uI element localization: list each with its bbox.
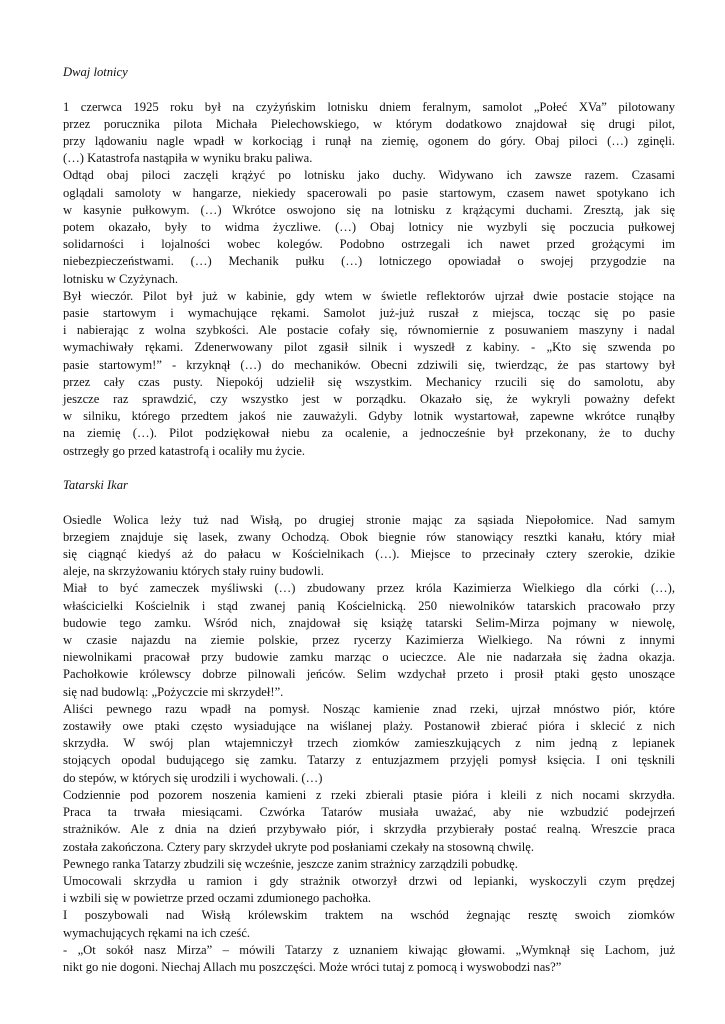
text-line: w kasynie pułkowym. (…) Wkrótce oswojono się na lotnisku z krążącymi duchami. Zresztą, jak się [63,202,675,217]
text-line: przez cały czas pusty. Niepokój udzielił się wszystkim. Mechanicy rzucili się do samolotu, aby [63,374,675,389]
text-line: Miał to być zameczek myśliwski (…) zbudowany przez króla Kazimierza Wielkiego dla córki (…), [63,581,675,596]
text-line: Umocowali skrzydła u ramion i gdy strażnik otworzył drzwi od lepianki, wyskoczyli czym prędzej [63,873,675,888]
spacer [63,494,675,511]
text-line: Odtąd obaj piloci zaczęli krążyć po lotnisku jako duchy. Widywano ich zawsze razem. Czasami [63,168,675,183]
section-title: Dwaj lotnicy [63,65,128,79]
text-line: i nabierając z wolna szybkości. Ale postacie cofały się, równomiernie z posuwaniem maszyny i nadal [63,323,675,338]
paragraph [63,942,675,976]
text-line: brzegiem znajduje się lasek, zwany Ochodzą. Obok biegnie rów stanowiący resztki kanału, który miał [63,529,675,544]
section-title: Tatarski Ikar [63,478,128,493]
section-1 [63,64,675,460]
text-line: stojących opodal budującego się zamku. Tatarzy z entuzjazmem przyjęli pomysł księcia. I oni tęsknili [63,753,675,768]
text-line: przez porucznika pilota Michała Pielechowskiego, w którym dodatkowo znajdował się drugi pilot, [63,116,675,131]
text-line: niebezpieczeństwami. (…) Mechanik pułku (…) lotniczego opowiadał o swojej przygodzie na [63,254,675,269]
text-line: została zakończona. Cztery pary skrzydeł ukryte pod posłaniami czekały na stosowną chwilę. [63,839,535,854]
paragraph [63,787,675,856]
text-line: nikt go nie dogoni. Niechaj Allach mu poszczęści. Może wróci tutaj z pomocą i wyswobodzi nas?” [63,959,562,974]
text-line: Pachołkowie królewscy dobrze pilnowali jeńców. Selim wzdychał przeto i prosił ptaki gęsto unoszące [63,667,675,682]
text-line: potem okazało, były to widma życzliwe. (…) Obaj lotnicy nie wyzbyli się poczucia pułkowej [63,220,675,235]
text-line: skrzydła. W swój plan wtajemniczył trzech ziomków zamieszkujących z nim jedną z lepianek [63,736,675,751]
text-line: lotnisku w Czyżynach. [63,271,179,286]
text-line: pasie startowym i wymachujące rękami. Samolot już-już ruszał z miejsca, tocząc się po pasie [63,306,675,321]
paragraph [63,167,675,287]
text-line: w czasie najazdu na ziemie polskie, przez rycerzy Kazimierza Wielkiego. Na równi z innymi [63,633,675,648]
text-line: się ciągnąć kiedyś aż do pałacu w Kościelnikach (…). Miejsce to przecinały cztery szerokie, dzikie [63,547,675,562]
text-line: się nad budowlą: „Pożyczcie mi skrzydeł!”. [63,684,284,699]
document-page [63,64,675,976]
text-line: 1 czerwca 1925 roku był na czyżyńskim lotnisku dniem feralnym, samolot „Połeć XVa” pilotowany [63,99,675,114]
text-line: do stepów, w których się urodzili i wychowali. (…) [63,770,323,785]
paragraph [63,907,675,941]
paragraph [63,856,675,873]
text-line: (…) Katastrofa nastąpiła w wyniku braku paliwa. [63,151,313,166]
paragraph [63,873,675,907]
text-line: oglądali samoloty w hangarze, niekiedy spacerowali po pasie startowym, czasem nawet spotykano ich [63,185,675,200]
text-line: I poszybowali nad Wisłą królewskim traktem na wschód żegnając resztę swoich ziomków [63,908,675,923]
text-line: w silniku, którego przedtem jakoś nie zauważyli. Gdyby lotnik wystartował, zapewne wkrótce runąłby [63,409,675,424]
paragraph [63,99,675,168]
text-line: na ziemię (…). Pilot podziękował niebu za ocalenie, a jednocześnie był przekonany, że to duchy [63,426,675,441]
text-line: zostawiły owe ptaki często wysiadujące na wiślanej plaży. Postanowił zbierać pióra i sklecić z nich [63,719,675,734]
text-line: wymachiwały rękami. Zdenerwowany pilot zgasił silnik i wyszedł z kabiny. - „Kto się szwenda po [63,340,675,355]
text-line: solidarności i lojalności wobec kolegów. Podobno ostrzegali ich nawet przed grożącymi im [63,237,675,252]
paragraph [63,701,675,787]
text-line: strażników. Ale z dnia na dzień przybywało piór, i skrzydła przybierały postać realną. Wreszcie praca [63,822,675,837]
text-line: wymachujących rękami na ich cześć. [63,925,251,940]
paragraph [63,580,675,700]
text-line: budowie tego zamku. Wśród nich, znajdował się książę tatarski Selim-Mirza pojmany w niewolę, [63,615,675,630]
text-line: ostrzegły go przed katastrofą i ocaliły mu życie. [63,443,305,458]
paragraph [63,512,675,581]
text-line: pasie startowym!” - krzyknął (…) do mechaników. Obecni zdziwili się, twierdząc, że pas startowy był [63,357,675,372]
spacer [63,81,675,98]
text-line: właścicielki Kościelnik i stąd zwanej panią Kościelnicką. 250 niewolników tatarskich pracowało przy [63,598,675,613]
section-2 [63,477,675,976]
text-line: Aliści pewnego razu wpadł na pomysł. Nosząc kamienie znad rzeki, ujrzał mnóstwo piór, które [63,701,675,716]
text-line: Osiedle Wolica leży tuż nad Wisłą, po drugiej stronie mając za sąsiada Niepołomice. Nad samym [63,512,675,527]
section-spacer [63,460,675,477]
text-line: i wzbili się w powietrze przed oczami zdumionego pachołka. [63,891,372,906]
text-line: jeszcze raz sprawdzić, czy wszystko jest w porządku. Okazało się, że wykryli poważny defekt [63,392,675,407]
text-line: - „Ot sokół nasz Mirza” – mówili Tatarzy z uznaniem kiwając głowami. „Wymknął się Lachom, już [63,942,675,957]
text-line: przy lądowaniu nagle wpadł w korkociąg i runął na ziemię, ogonem do góry. Obaj piloci (…) zginęli. [63,134,675,148]
text-line: niewolnikami pracował przy budowie zamku marząc o ucieczce. Ale nie nadarzała się żadna okazja. [63,650,675,665]
text-line: aleje, na skrzyżowaniu których stały ruiny budowli. [63,564,324,579]
paragraph [63,288,675,460]
text-line: Był wieczór. Pilot był już w kabinie, gdy wtem w świetle reflektorów ujrzał dwie postacie stojące na [63,288,675,303]
text-line: Pewnego ranka Tatarzy zbudzili się wcześnie, jeszcze zanim strażnicy zarządzili pobudkę. [63,856,518,871]
text-line: Codziennie pod pozorem noszenia kamieni z rzeki zbierali ptasie pióra i kleili z nich nocami skrzydła. [63,787,675,802]
text-line: Praca ta trwała miesiącami. Czwórka Tatarów musiała uważać, aby nie wzbudzić podejrzeń [63,805,675,820]
